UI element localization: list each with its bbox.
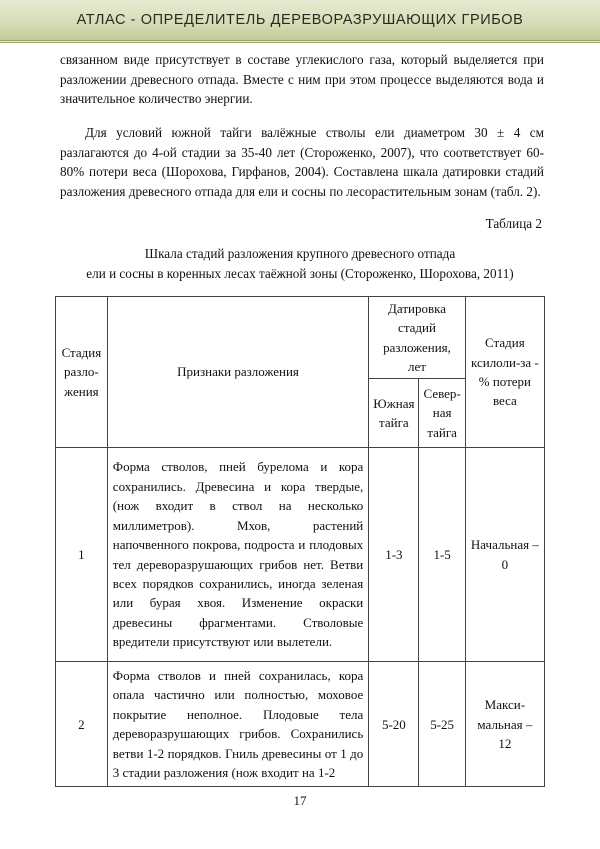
row-1-north: 1-5 [419, 448, 465, 662]
row-1-stage: 1 [56, 448, 108, 662]
header-south-taiga: Южная тайга [369, 379, 419, 448]
table-caption-line-1: Шкала стадий разложения крупного древесного отпада [144, 246, 456, 261]
header-stage: Стадия разло-жения [56, 297, 108, 448]
page-header-title: АТЛАС - ОПРЕДЕЛИТЕЛЬ ДЕРЕВОРАЗРУШАЮЩИХ ГРИБОВ [76, 12, 524, 28]
table-label: Таблица 2 [485, 216, 542, 231]
decay-stages-table [55, 296, 545, 787]
paragraph-2: Для условий южной тайги валёжные стволы ели диаметром 30 ± 4 см разлагаются до 4-ой стадии за 35-40 лет (Стороженко, 2007), что соответствует 60-80% потери веса (Шорохова, Гирфанов, 2004). Составлена шкала датировки стадий разложения древесного отпада для ели и сосны по лесорастительным зонам (табл. 2). [60, 125, 544, 199]
paragraph-1: связанном виде присутствует в составе углекислого газа, который выделяется при разложении древесного отпада. Вместе с ним при этом процессе выделяются вода и значительное количество энергии. [60, 52, 544, 106]
row-2-xylolysis: Макси-мальная – 12 [465, 662, 544, 787]
row-2-signs: Форма стволов и пней сохранилась, кора опала частично или полностью, моховое покрытие неполное. Плодовые тела дереворазрушающих грибов. Сохранились ветви 1-2 порядков. Гниль древесины от 1 до 3 стадии разложения (нож входит на 1-2 [107, 662, 368, 787]
row-1-signs: Форма стволов, пней бурелома и кора сохранились. Древесина и кора твердые, (нож входит в ствол на несколько миллиметров). Мхов, растений напочвенного покрова, подроста и плодовых тел дереворазрушающих грибов нет. Ветви всех порядков сохранились, иногда зеленая или бурая хвоя. Изменение окраски древесины фрагментами. Стволовые вредители присутствуют или вылетели. [107, 448, 368, 662]
page-number: 17 [293, 793, 307, 808]
table-caption-line-2: ели и сосны в коренных лесах таёжной зоны (Стороженко, Шорохова, 2011) [86, 265, 514, 281]
row-2-north: 5-25 [419, 662, 465, 787]
header-xylolysis: Стадия ксилоли-за - % потери веса [465, 297, 544, 448]
table-header-row [56, 297, 545, 379]
row-1-south: 1-3 [369, 448, 419, 662]
row-2-stage: 2 [56, 662, 108, 787]
row-1-xylolysis: Начальная – 0 [465, 448, 544, 662]
header-band [0, 0, 600, 43]
table-row [56, 448, 545, 662]
table-caption [40, 244, 560, 283]
table-row [56, 662, 545, 787]
row-2-south: 5-20 [369, 662, 419, 787]
header-dating: Датировка стадий разложения, лет [369, 297, 465, 379]
header-north-taiga: Север-ная тайга [419, 379, 465, 448]
header-signs: Признаки разложения [107, 297, 368, 448]
